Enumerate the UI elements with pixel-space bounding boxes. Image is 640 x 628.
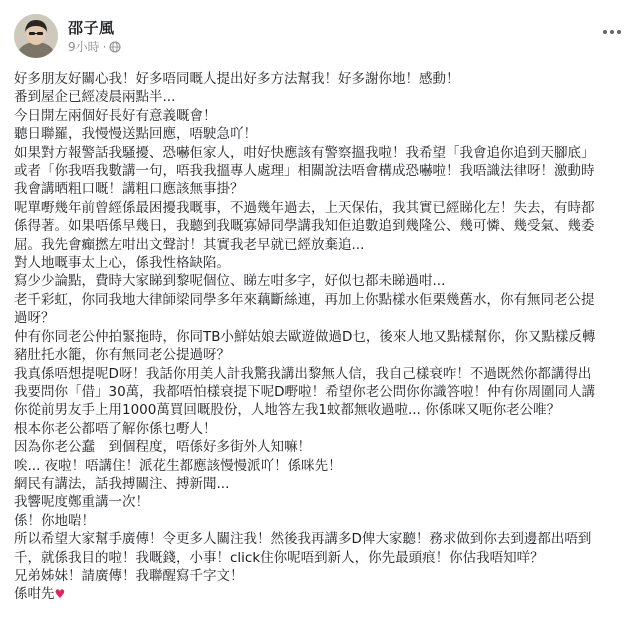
more-options-icon[interactable] [600, 26, 624, 38]
post-line-16: 豬肚托水籠，你有無同老公提過呀？ [14, 347, 230, 364]
post-timestamp[interactable]: 9小時 [68, 40, 100, 54]
post-line-8: 呢單嘢幾年前曾經係最困擾我嘅事，不過幾年過去，上天保佑，我其實已經睇化左！失去，有時都 [14, 199, 595, 216]
avatar-image [14, 14, 58, 58]
post-line-22: 唉... 夜啦！唔講住！派花生都應該慢慢派吖！係咪先！ [14, 457, 342, 474]
post-line-9: 係得著。如果唔係早幾日，我聽到我嘅寡婦同學講我知佢追數追到幾隆公、幾可憐、幾受氣、幾委 [14, 218, 595, 235]
post-line-1: 好多朋友好關心我！好多唔同嘅人提出好多方法幫我！好多謝你地！感動！ [14, 71, 460, 87]
post-line-10: 屈。我先會癲撚左咁出文聲討！其實我老早就已經放棄追... [14, 236, 365, 253]
post-line-26: 所以希望大家幫手廣傳！令更多人關注我！然後我再講多D俾大家聽！務求做到你去到邊都出唔到 [14, 531, 592, 548]
post-line-17: 我真係唔想提呢D呀！我話你用美人計我驚我講出黎無人信，我自己樣衰咋！不過既然你都講得出 [14, 365, 592, 382]
post-line-27: 千，就係我目的啦！我嘅錢，小事！click住你呢唔到新人，你先最頭痕！你估我唔知咩？ [14, 549, 544, 566]
post-line-11: 對人地嘅事太上心，係我性格缺陷。 [14, 255, 230, 272]
post-line-21: 因為你老公蠢 到個程度，唔係好多街外人知嘛！ [14, 439, 311, 456]
post-line-18: 我要問你「借」30萬，我都唔怕樣衰提下呢D嘢啦！希望你老公問你你識答啦！仲有你周圍同人講 [14, 383, 596, 400]
post-line-7: 我會講晒粗口嘅！講粗口應該無事掛？ [14, 181, 244, 198]
post-line-4: 聽日聯羅，我慢慢送點回應，唔駛急吖！ [14, 126, 257, 143]
post-line-29 [14, 585, 630, 603]
meta-separator: · [102, 39, 107, 54]
post-line-28: 兄弟姊妹！請廣傳！我聯醒寫千字文！ [14, 567, 244, 584]
post-line-5: 如果對方報警話我騷擾、恐嚇佢家人，咁好快應該有警察搵我啦！我希望「我會追你追到天腳底」 [14, 144, 595, 161]
heart-icon: ♥ [54, 587, 66, 602]
post-line-13: 老千彩虹，你同我地大律師梁同學多年來藕斷絲連，再加上你點樣水佢栗幾舊水，你有無同老公提 [14, 291, 595, 308]
post-line-19: 你從前男友手上用1000萬買回嘅股份，人地答左我1蚊都無收過啦... 你係咪又呃你老公唯？ [14, 402, 561, 419]
more-dot-1 [603, 30, 607, 34]
post-line-23: 網民有講法，話我搏關注、搏新聞... [14, 475, 230, 492]
more-dot-2 [610, 30, 614, 34]
post-line-3: 今日開左兩個好長好有意義嘅會！ [14, 107, 217, 124]
post-header [14, 14, 626, 62]
post-line-24: 我響呢度鄭重講一次！ [14, 494, 149, 511]
post-line-15: 仲有你同老公仲拍緊拖時，你同TB小鮮姑娘去歐遊做過D乜，後來人地又點樣幫你，你又點樣反轉 [14, 328, 596, 345]
post-closing-text: 係咁先 [14, 586, 55, 603]
post-line-20: 根本你老公都唔了解你係乜嘢人！ [14, 420, 217, 437]
post-body [14, 70, 630, 604]
post-line-25: 係！你地啱！ [14, 512, 95, 529]
post-line-6: 或者「你我唔我數講一句，唔我我搵專人處理」相關說法唔會構成恐嚇啦！我唔識法律呀！激動時 [14, 163, 595, 180]
globe-icon[interactable] [109, 41, 121, 53]
more-dot-3 [617, 30, 621, 34]
author-name[interactable]: 邵子風 [68, 19, 115, 37]
post-line-12: 寫少少論點，費時大家睇到黎呢個位、睇左咁多字，好似乜都未睇過咁... [14, 273, 446, 290]
post-line-2: 番到屋企已經凌晨兩點半... [14, 89, 176, 106]
avatar[interactable] [14, 14, 58, 58]
post-line-14: 過呀？ [14, 310, 55, 327]
post-meta [68, 38, 121, 55]
